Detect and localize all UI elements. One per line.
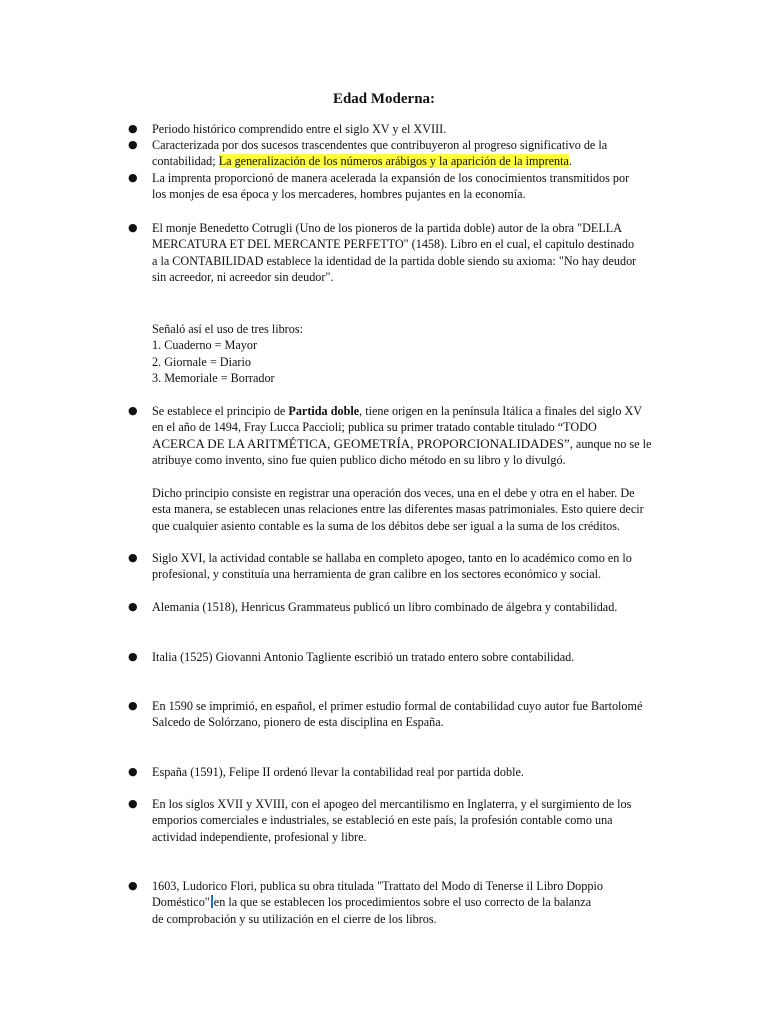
text-span: en la que se establecen los procedimientos sobre el uso correcto de la balanza (213, 895, 592, 910)
bullet-item-partida-doble (152, 403, 662, 469)
text-line: los monjes de esa época y los mercaderes, hombres pujantes en la economía. (152, 187, 526, 202)
text-line: que cualquier asiento contable es la suma de los débitos debe ser igual a la suma de los créditos. (152, 518, 621, 533)
bullet-marker: ● (128, 650, 138, 663)
document-title: Edad Moderna: (332, 91, 436, 107)
bullet-marker: ● (128, 122, 138, 135)
text-line: en el año de 1494, Fray Lucca Paccioli; publica su primer tratado contable titulado “TODO (152, 420, 597, 435)
bullet-item-siglos-xvii-xviii (152, 796, 662, 845)
paragraph-principio (152, 485, 662, 534)
text-line: emporios comerciales e industriales, se estableció en este país, la profesión contable como una (152, 813, 613, 828)
text-line: Italia (1525) Giovanni Antonio Tagliente escribió un tratado entero sobre contabilidad. (152, 650, 575, 664)
text-line (152, 436, 662, 452)
text-line: Salcedo de Solórzano, pionero de esta disciplina en España. (152, 715, 444, 730)
text-line: sin acreedor, ni acreedor sin deudor". (152, 270, 334, 285)
bullet-marker: ● (128, 879, 138, 892)
bullet-item-1590 (152, 698, 662, 731)
text-line: esta manera, se establecen unas relaciones entre las diferentes masas patrimoniales. Esto quiere decir (152, 502, 644, 517)
text-span: contabilidad; (152, 154, 219, 169)
bullet-item-sucesos (152, 137, 662, 170)
highlighted-text: La generalización de los números arábigos y la aparición de la imprenta (218, 154, 569, 169)
bullet-marker: ● (128, 221, 138, 234)
text-span: ACERCA DE LA ARITMÉTICA, GEOMETRÍA, PROPORCIONALIDADES” (152, 435, 570, 451)
text-span: , aunque no se le (569, 436, 652, 451)
text-line: actividad independiente, profesional y libre. (152, 829, 367, 844)
bullet-item-italia (152, 649, 662, 665)
bullet-item-imprenta (152, 170, 662, 203)
text-line: En los siglos XVII y XVIII, con el apogeo del mercantilismo en Inglaterra, y el surgimiento de los (152, 797, 632, 811)
books-list (152, 321, 662, 387)
text-line: España (1591), Felipe II ordenó llevar la contabilidad real por partida doble. (152, 765, 524, 779)
text-line: Periodo histórico comprendido entre el siglo XV y el XVIII. (152, 122, 447, 136)
text-span: , tiene origen en la península Itálica a finales del siglo XV (359, 404, 643, 418)
text-line: profesional, y constituía una herramienta de gran calibre en los sectores económico y social. (152, 567, 602, 582)
bullet-marker: ● (128, 600, 138, 613)
text-line: Dicho principio consiste en registrar una operación dos veces, una en el debe y otra en el haber. De (152, 486, 635, 500)
text-line: a la CONTABILIDAD establece la identidad de la partida doble siendo su axioma: "No hay deudor (152, 253, 637, 268)
text-line (152, 894, 662, 910)
list-item: 2. Giornale = Diario (152, 354, 251, 369)
text-span: . (568, 154, 572, 169)
text-line: El monje Benedetto Cotrugli (Uno de los pioneros de la partida doble) autor de la obra "DELLA (152, 221, 623, 235)
bullet-marker: ● (128, 699, 138, 712)
text-line: atribuye como invento, sino fue quien publico dicho método en su libro y lo divulgó. (152, 453, 566, 468)
text-line: Siglo XVI, la actividad contable se hallaba en completo apogeo, tanto en lo académico como en lo (152, 551, 632, 565)
text-line: de comprobación y su utilización en el cierre de los libros. (152, 911, 437, 926)
bullet-marker: ● (128, 404, 138, 417)
bold-text: Partida doble (288, 404, 360, 418)
text-line: Caracterizada por dos sucesos trascendentes que contribuyeron al progreso significativo de la (152, 138, 608, 152)
text-line: Alemania (1518), Henricus Grammateus publicó un libro combinado de álgebra y contabilidad. (152, 600, 618, 614)
list-item: 1. Cuaderno = Mayor (152, 338, 258, 353)
text-line: MERCATURA ET DEL MERCANTE PERFETTO" (1458). Libro en el cual, el capitulo destinado (152, 237, 635, 252)
text-cursor (211, 895, 213, 908)
bullet-item-alemania (152, 599, 662, 615)
bullet-marker: ● (128, 551, 138, 564)
bullet-item-periodo (152, 121, 662, 137)
text-line: Señaló así el uso de tres libros: (152, 322, 303, 336)
text-span: Se establece el principio de (152, 404, 289, 418)
bullet-item-1603 (152, 878, 662, 927)
bullet-item-cotrugli (152, 220, 662, 286)
bullet-marker: ● (128, 171, 138, 184)
text-line: La imprenta proporcionó de manera acelerada la expansión de los conocimientos transmitidos por (152, 171, 630, 185)
bullet-item-espana (152, 764, 662, 780)
bullet-item-siglo-xvi (152, 550, 662, 583)
text-line: En 1590 se imprimió, en español, el primer estudio formal de contabilidad cuyo autor fue Bartolomé (152, 699, 643, 713)
text-span: Doméstico" (152, 895, 210, 910)
text-line: 1603, Ludorico Flori, publica su obra titulada "Trattato del Modo di Tenerse il Libro Doppio (152, 879, 603, 893)
text-line (152, 403, 662, 419)
bullet-marker: ● (128, 797, 138, 810)
list-item: 3. Memoriale = Borrador (152, 371, 275, 386)
text-line (152, 153, 662, 169)
bullet-marker: ● (128, 138, 138, 151)
bullet-marker: ● (128, 765, 138, 778)
